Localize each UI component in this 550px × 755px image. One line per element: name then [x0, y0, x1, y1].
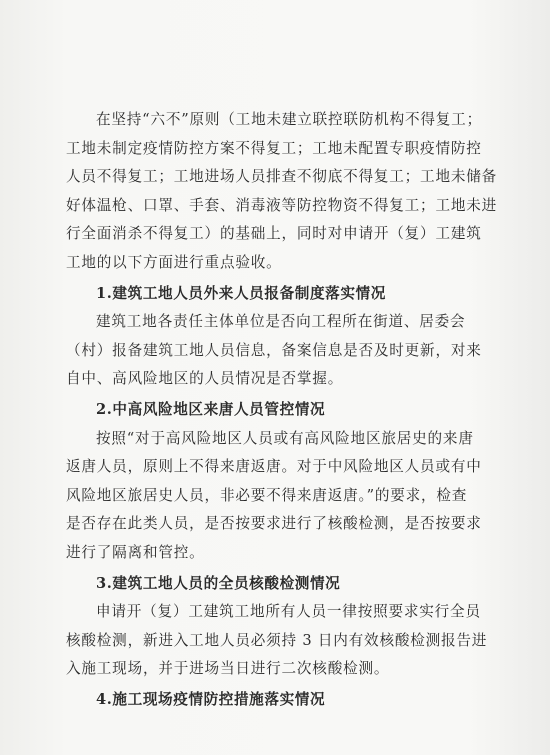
paragraph-line: 好体温枪、口罩、手套、消毒液等防控物资不得复工；工地未进 [66, 196, 498, 214]
paragraph-line: 工地的以下方面进行重点验收。 [66, 253, 282, 271]
section-heading-1: 1.建筑工地人员外来人员报备制度落实情况 [96, 284, 386, 302]
paragraph-line: 入施工现场，并于进场当日进行二次核酸检测。 [66, 660, 390, 678]
section-heading-2: 2.中高风险地区来唐人员管控情况 [96, 400, 326, 418]
paragraph-line: 是否存在此类人员，是否按要求进行了核酸检测，是否按要求 [66, 515, 482, 533]
paragraph-line: 建筑工地各责任主体单位是否向工程所在街道、居委会 [96, 313, 466, 331]
paragraph-line: 工地未制定疫情防控方案不得复工；工地未配置专职疫情防控 [66, 139, 482, 157]
paragraph-line: 自中、高风险地区的人员情况是否掌握。 [66, 370, 344, 388]
section-heading-3: 3.建筑工地人员的全员核酸检测情况 [96, 574, 341, 592]
paragraph-line: 人员不得复工；工地进场人员排查不彻底不得复工；工地未储备 [66, 168, 498, 186]
paragraph-line: 行全面消杀不得复工）的基础上，同时对申请开（复）工建筑 [66, 225, 482, 243]
paragraph-line: 在坚持“六不”原则（工地未建立联控联防机构不得复工； [96, 111, 482, 128]
document-body [66, 106, 498, 714]
paragraph-line: （村）报备建筑工地人员信息，备案信息是否及时更新，对来 [66, 341, 482, 359]
paragraph-line: 申请开（复）工建筑工地所有人员一律按照要求实行全员 [96, 603, 481, 621]
section-heading-4: 4.施工现场疫情防控措施落实情况 [96, 690, 326, 708]
paragraph-line: 返唐人员，原则上不得来唐返唐。对于中风险地区人员或有中 [66, 458, 482, 476]
paragraph-line: 核酸检测，新进入工地人员必须持 3 日内有效核酸检测报告进 [66, 631, 488, 649]
paragraph-line: 按照“对于高风险地区人员或有高风险地区旅居史的来唐 [96, 429, 474, 447]
paragraph-line: 风险地区旅居史人员，非必要不得来唐返唐。”的要求，检查 [66, 486, 468, 504]
paragraph-line: 进行了隔离和管控。 [66, 543, 205, 561]
